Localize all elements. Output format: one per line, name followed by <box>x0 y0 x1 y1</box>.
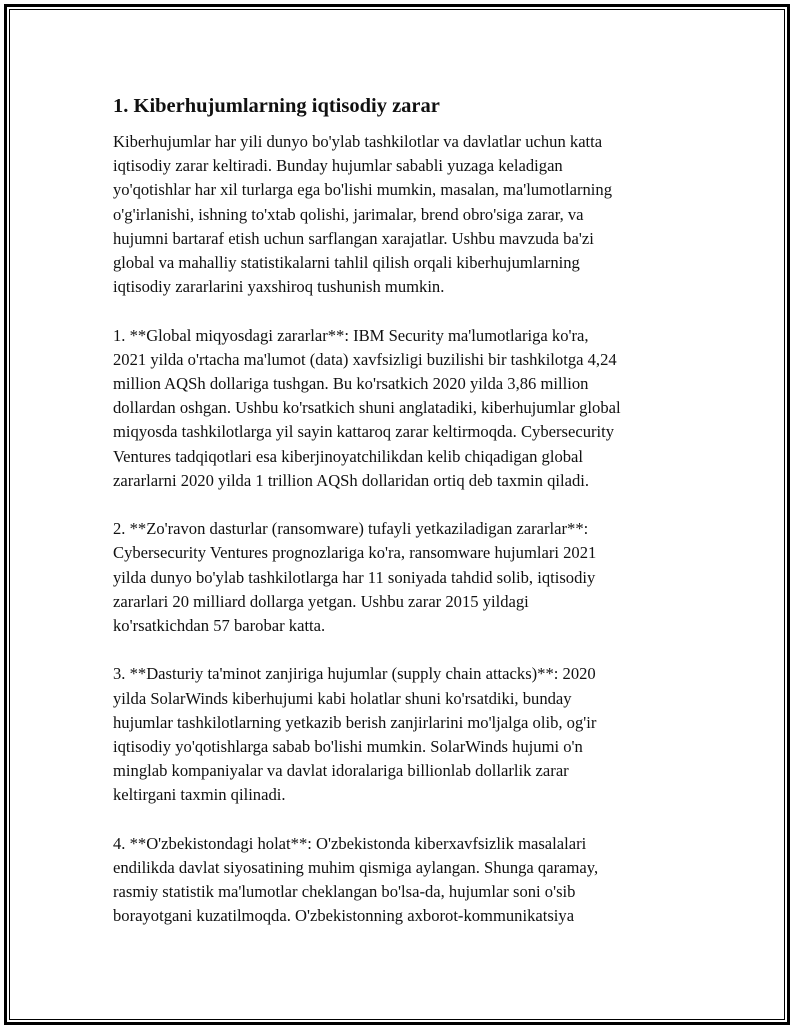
paragraph-global-losses: 1. **Global miqyosdagi zararlar**: IBM Security ma'lumotlariga ko'ra, 2021 yilda o'rtacha ma'lumot (data) xavfsizligi buzilishi bir tashkilotga 4,24 million AQSh dollariga tushgan. Bu ko'rsatkich 2020 yilda 3,86 million dollardan oshgan. Ushbu ko'rsatkich shuni anglatadiki, kiberhujumlar global miqyosda tashkilotlarga yil sayin kattaroq zarar keltirmoqda. Cybersecurity Ventures tadqiqotlari esa kiberjinoyatchilikdan kelib chiqadigan global zararlarni 2020 yilda 1 trillion AQSh dollaridan ortiq deb taxmin qiladi. <box>113 325 621 490</box>
paragraph-ransomware: 2. **Zo'ravon dasturlar (ransomware) tufayli yetkaziladigan zararlar**: Cybersecurity Ventures prognozlariga ko'ra, ransomware hujumlari 2021 yilda dunyo bo'ylab tashkilotlarga har 11 soniyada tahdid solib, iqtisodiy zararlari 20 milliard dollarga yetgan. Ushbu zarar 2015 yildagi ko'rsatkichdan 57 barobar katta. <box>113 519 597 636</box>
paragraph-supply-chain: 3. **Dasturiy ta'minot zanjiriga hujumlar (supply chain attacks)**: 2020 yilda SolarWinds kiberhujumi kabi holatlar shuni ko'rsatdiki, bunday hujumlar tashkilotlarning yetkazib berish zanjirlarini mo'ljalga olib, og'ir iqtisodiy yo'qotishlarga sabab bo'lishi mumkin. SolarWinds hujumi o'n minglab kompaniyalar va davlat idoralariga billionlab dollarlik zarar keltirgani taxmin qilinadi. <box>113 664 597 805</box>
paragraph-intro: Kiberhujumlar har yili dunyo bo'ylab tashkilotlar va davlatlar uchun katta iqtisodiy zarar keltiradi. Bunday hujumlar sababli yuzaga keladigan yo'qotishlar har xil turlarga ega bo'lishi mumkin, masalan, ma'lumotlarning o'g'irlanishi, ishning to'xtab qolishi, jarimalar, brend obro'siga zarar, va hujumni bartaraf etish uchun sarflangan xarajatlar. Ushbu mavzuda ba'zi global va mahalliy statistikalarni tahlil qilish orqali kiberhujumlarning iqtisodiy zararlarini yaxshiroq tushunish mumkin. <box>113 132 613 297</box>
paragraph-uzbekistan: 4. **O'zbekistondagi holat**: O'zbekistonda kiberxavfsizlik masalalari endilikda davlat siyosatining muhim qismiga aylangan. Shunga qaramay, rasmiy statistik ma'lumotlar cheklangan bo'lsa-da, hujumlar soni o'sib borayotgani kuzatilmoqda. O'zbekistonning axborot-kommunikatsiya <box>113 833 599 926</box>
section-title: 1. Kiberhujumlarning iqtisodiy zarar <box>113 95 440 117</box>
document-body <box>113 93 693 953</box>
